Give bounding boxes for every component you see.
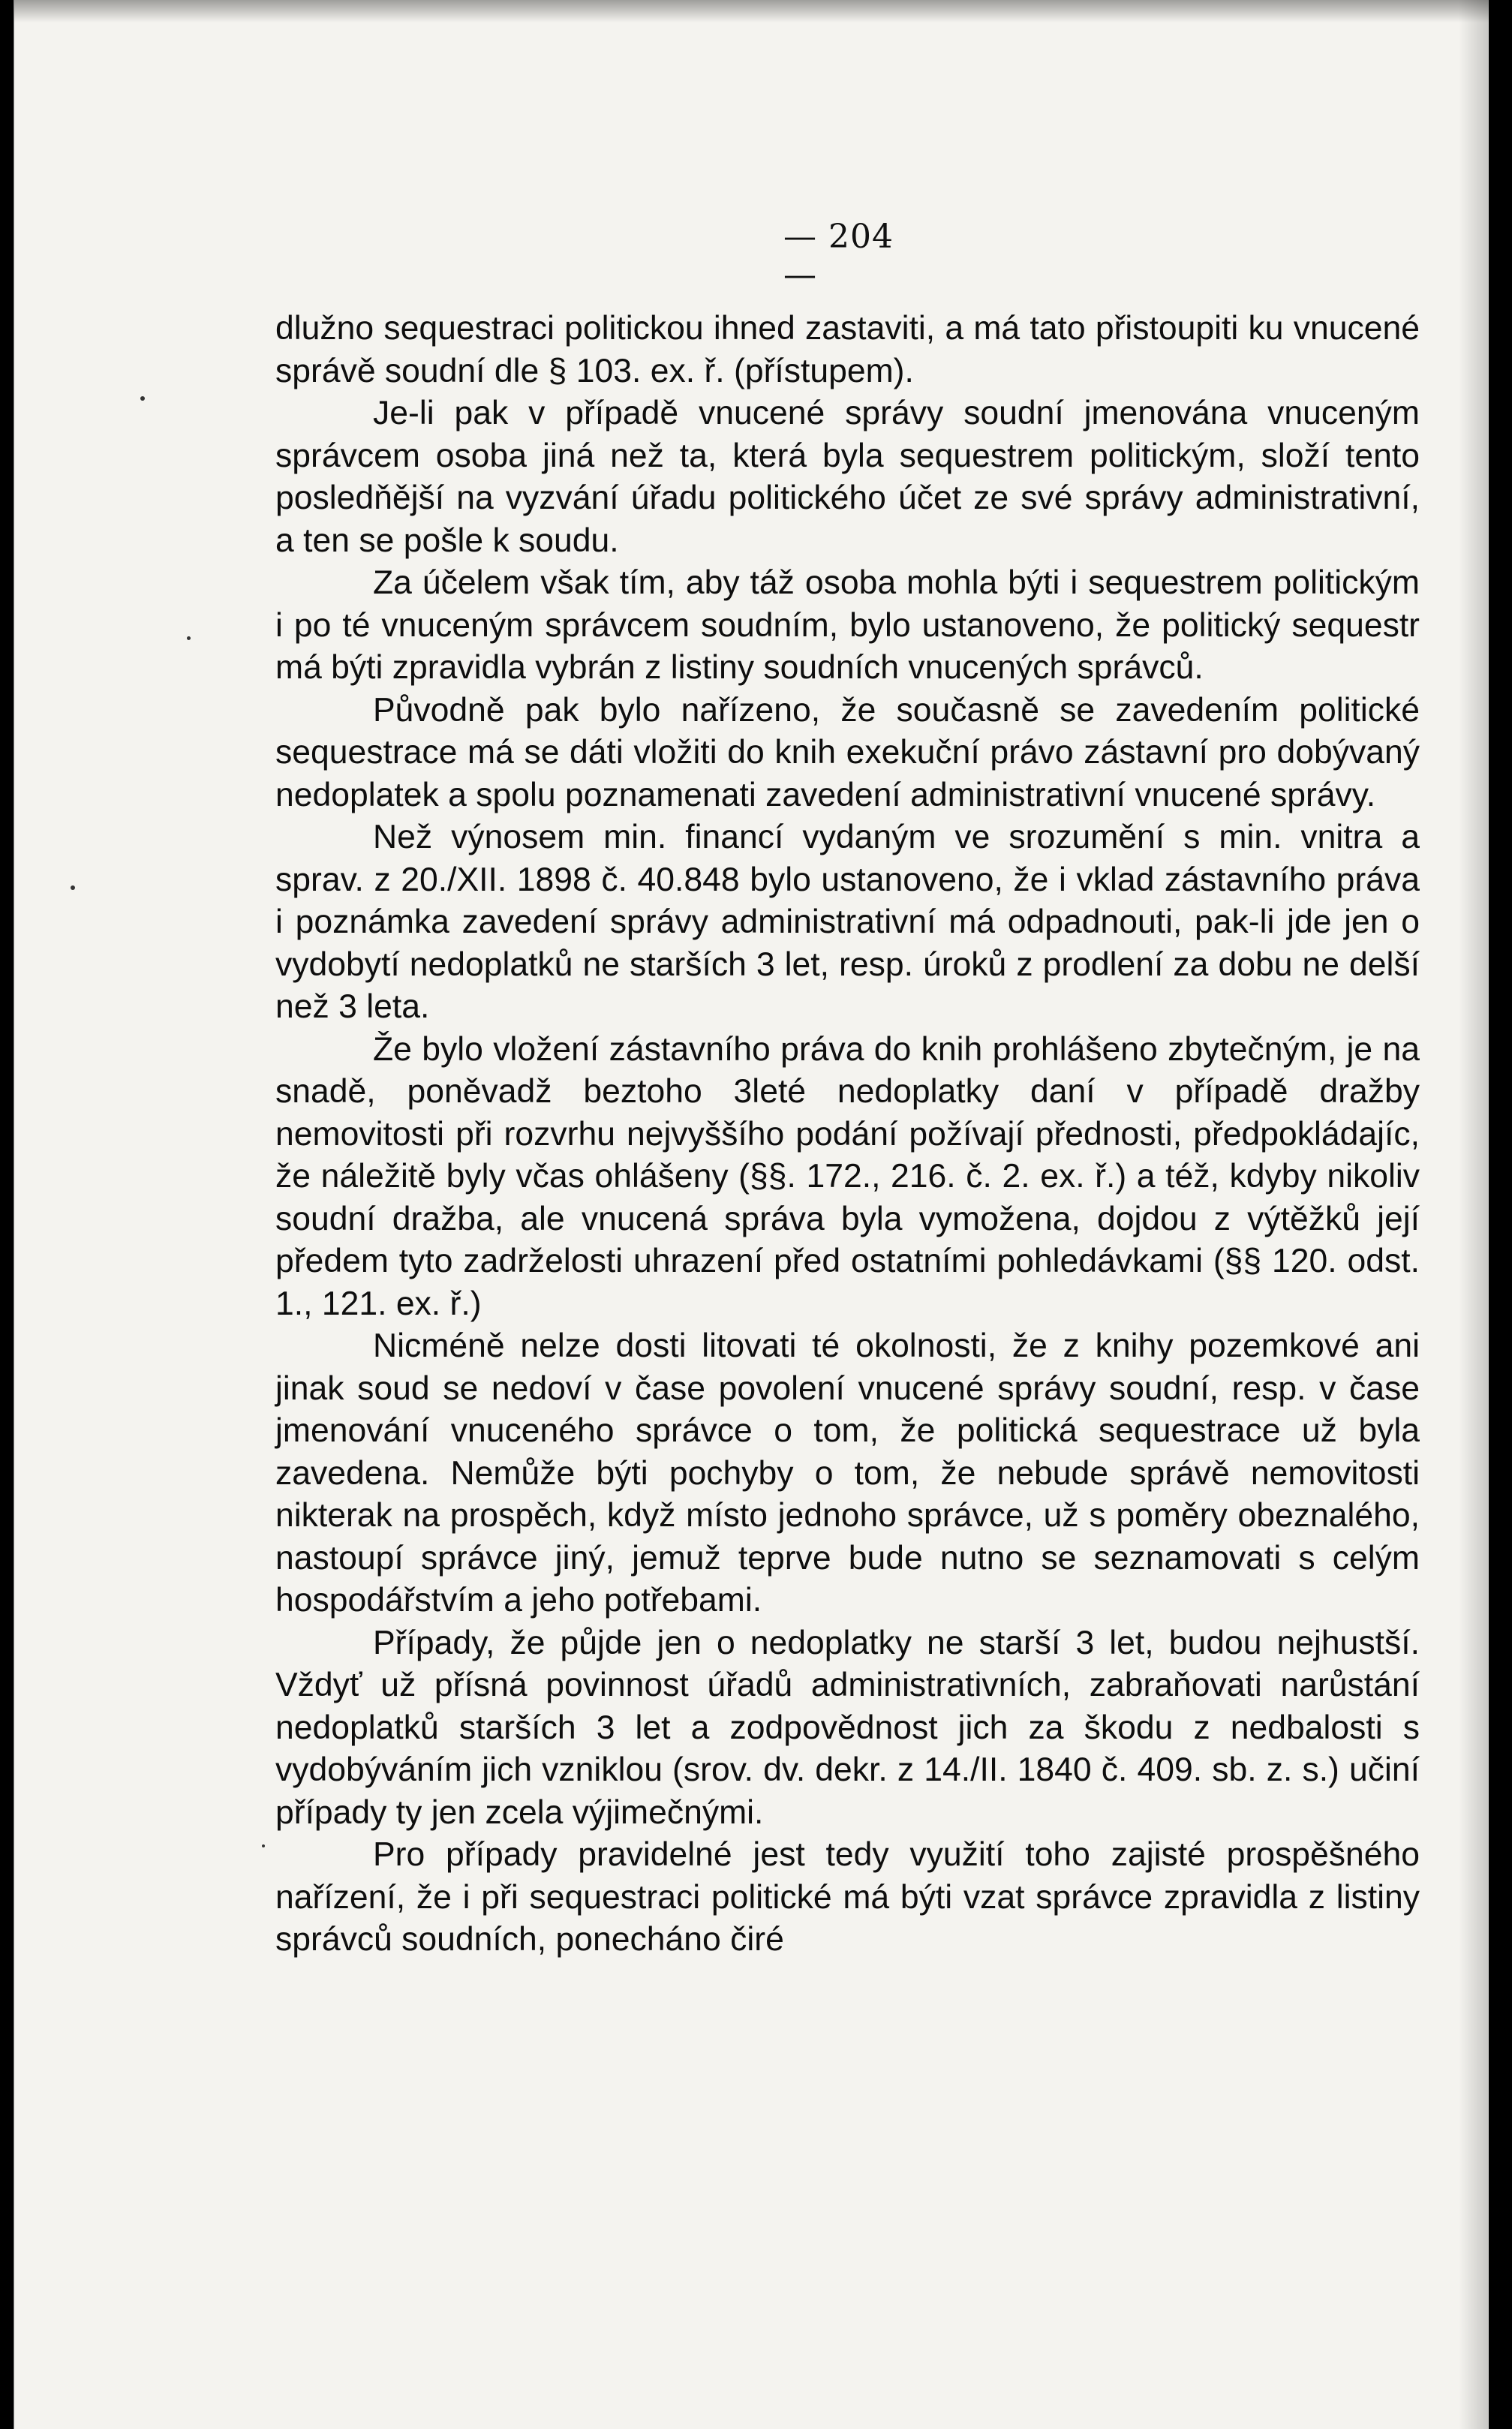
- paragraph-3: Za účelem však tím, aby táž osoba mohla býti i sequestrem politickým i po té vnuceným správcem soudním, bylo ustanoveno, že politický sequestr má býti zpravidla vybrán z listiny soudních vnucených správců.: [275, 564, 1420, 686]
- scan-speck: [187, 636, 191, 640]
- paragraph-9: Pro případy pravidelné jest tedy využití toho zajisté prospěšného nařízení, že i při sequestraci politické má býti vzat správce zpravidla z listiny správců soudních, ponecháno čiré: [275, 1836, 1420, 1958]
- page-number: — 204 —: [783, 218, 894, 294]
- scan-speck: [262, 1844, 265, 1847]
- page-top-shadow: [14, 0, 1489, 23]
- page-edge-shadow: [1459, 0, 1489, 2429]
- scan-speck: [140, 396, 145, 401]
- paragraph-2: Je-li pak v případě vnucené správy soudní jmenována vnuceným správcem osoba jiná než ta, která byla sequestrem politickým, složí tento posledňější na vyzvání úřadu politického účet ze své správy administrativní, a ten se pošle k soudu.: [275, 395, 1420, 559]
- paragraph-7: Nicméně nelze dosti litovati té okolnosti, že z knihy pozemkové ani jinak soud se nedoví v čase povolení vnucené správy soudní, resp. v čase jmenování vnuceného správce o tom, že politická sequestrace už byla zavedena. Nemůže býti pochyby o tom, že nebude správě nemovitosti nikterak na prospěch, když místo jednoho správce, už s poměry obeznalého, nastoupí správce jiný, jemuž teprve bude nutno se seznamovati s celým hospodářstvím a jeho potřebami.: [275, 1327, 1420, 1619]
- scanned-page: [14, 0, 1489, 2429]
- body-text: [275, 308, 1420, 1962]
- paragraph-4: Původně pak bylo nařízeno, že současně se zavedením politické sequestrace má se dáti vložiti do knih exekuční právo zástavní pro dobývaný nedoplatek a spolu poznamenati zavedení administrativní vnucené správy.: [275, 691, 1420, 813]
- paragraph-1: dlužno sequestraci politickou ihned zastaviti, a má tato přistoupiti ku vnucené správě soudní dle § 103. ex. ř. (přístupem).: [275, 310, 1420, 389]
- paragraph-8: Případy, že půjde jen o nedoplatky ne starší 3 let, budou nejhustší. Vždyť už přísná povinnost úřadů administrativních, zabraňovati narůstání nedoplatků starších 3 let a zodpovědnost jich za škodu z nedbalosti s vydobýváním jich vzniklou (srov. dv. dekr. z 14./II. 1840 č. 409. sb. z. s.) učiní případy ty jen zcela výjimečnými.: [275, 1624, 1420, 1831]
- scan-speck: [71, 885, 75, 890]
- paragraph-5: Než výnosem min. financí vydaným ve srozumění s min. vnitra a sprav. z 20./XII. 1898 č. 40.848 bylo ustanoveno, že i vklad zástavního práva i poznámka zavedení správy administrativní má odpadnouti, pak-li jde jen o vydobytí nedoplatků ne starších 3 let, resp. úroků z prodlení za dobu ne delší než 3 leta.: [275, 819, 1420, 1025]
- paragraph-6: Že bylo vložení zástavního práva do knih prohlášeno zbytečným, je na snadě, poněvadž beztoho 3leté nedoplatky daní v případě dražby nemovitosti při rozvrhu nejvyššího podání požívají přednosti, předpokládajíc, že náležitě byly včas ohlášeny (§§. 172., 216. č. 2. ex. ř.) a též, kdyby nikoliv soudní dražba, ale vnucená správa byla vymožena, dojdou z výtěžků její předem tyto zadrželosti uhrazení před ostatními pohledávkami (§§ 120. odst. 1., 121. ex. ř.): [275, 1030, 1420, 1322]
